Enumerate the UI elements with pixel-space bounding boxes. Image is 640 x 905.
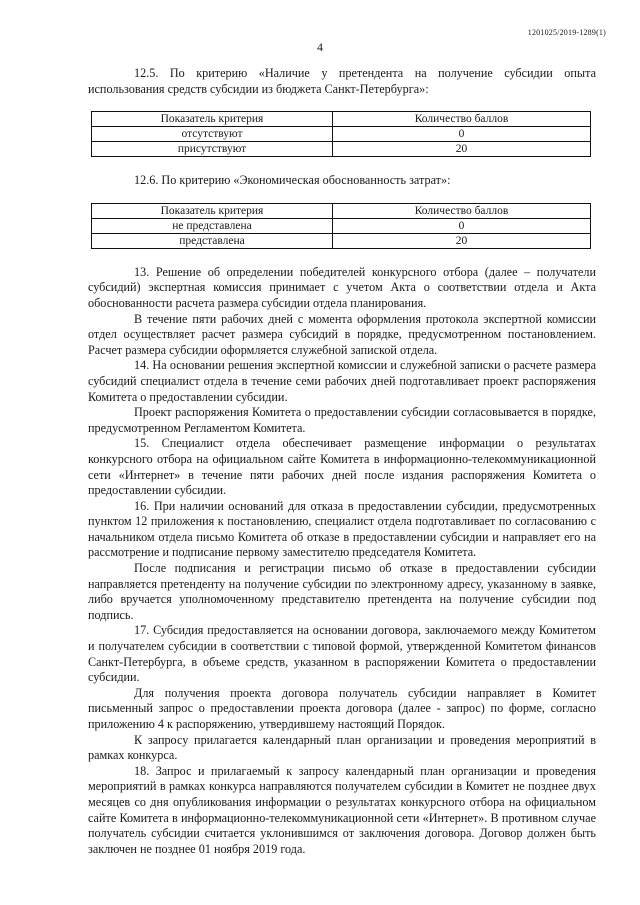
document-body xyxy=(88,66,596,857)
paragraph: Для получения проекта договора получатель субсидии направляет в Комитет письменный запрос о предоставлении проекта договора (далее - запрос) по форме, согласно приложению 4 к распоряжению, утвердившему настоящий Порядок. xyxy=(88,685,596,731)
paragraph-18: 18. Запрос и прилагаемый к запросу календарный план организации и проведения мероприятий в рамках конкурса направляются получателем субсидии в Комитет не позднее двух месяцев со дня опубликования информации о результатах конкурсного отбора на официальном сайте Комитета в информационно-телекоммуникационной сети «Интернет». В противном случае получатель субсидии считается уклонившимся от заключения договора. Договор должен быть заключен не позднее 01 ноября 2019 года. xyxy=(88,763,596,856)
table-header-cell: Показатель критерия xyxy=(92,112,333,127)
table-cell: 20 xyxy=(333,142,591,157)
criteria-table-12-6 xyxy=(91,203,591,249)
table-row xyxy=(92,142,591,157)
table-cell: 20 xyxy=(333,233,591,248)
table-header-cell: Количество баллов xyxy=(333,203,591,218)
paragraph: В течение пяти рабочих дней с момента оформления протокола экспертной комиссии отдел осуществляет расчет размера субсидий в порядке, предусмотренном постановлением. Расчет размера субсидии оформляется служебной запиской отдела. xyxy=(88,311,596,357)
paragraph: После подписания и регистрации письмо об отказе в предоставлении субсидии направляется претенденту на получение субсидии по электронному адресу, указанному в заявке, либо вручается уполномоченному представителю претендента на получение субсидии под подпись. xyxy=(88,561,596,622)
table-header-cell: Показатель критерия xyxy=(92,203,333,218)
paragraph-13: 13. Решение об определении победителей конкурсного отбора (далее – получатели субсидий) экспертная комиссия принимает с учетом Акта о соответствии отдела и Акта обоснованности расчета размера субсидии отдела планирования. xyxy=(88,264,596,310)
paragraph: К запросу прилагается календарный план организации и проведения мероприятий в рамках конкурса. xyxy=(88,732,596,763)
table-cell: не представлена xyxy=(92,218,333,233)
document-id: 1201025/2019-1289(1) xyxy=(527,28,606,37)
paragraph: Проект распоряжения Комитета о предоставлении субсидии согласовывается в порядке, предусмотренном Регламентом Комитета. xyxy=(88,405,596,435)
table-header-row xyxy=(92,203,591,218)
table-cell: присутствуют xyxy=(92,142,333,157)
paragraph-14: 14. На основании решения экспертной комиссии и служебной записки о расчете размера субсидий специалист отдела в течение семи рабочих дней подготавливает проект распоряжения Комитета о предоставлении субсидии. xyxy=(88,358,596,404)
section-12-5-text: 12.5. По критерию «Наличие у претендента на получение субсидии опыта использования средств субсидии из бюджета Санкт-Петербурга»: xyxy=(88,66,596,96)
table-cell: 0 xyxy=(333,127,591,142)
section-12-6-text: 12.6. По критерию «Экономическая обоснованность затрат»: xyxy=(134,173,451,188)
table-row xyxy=(92,218,591,233)
table-cell: отсутствуют xyxy=(92,127,333,142)
table-header-row xyxy=(92,112,591,127)
paragraph-15: 15. Специалист отдела обеспечивает размещение информации о результатах конкурсного отбора на официальном сайте Комитета в информационно-телекоммуникационной сети «Интернет» в течение пяти рабочих дней после издания распоряжения Комитета о предоставлении субсидии. xyxy=(88,436,596,498)
table-cell: представлена xyxy=(92,233,333,248)
table-header-cell: Количество баллов xyxy=(333,112,591,127)
page-number: 4 xyxy=(317,40,323,54)
table-row xyxy=(92,233,591,248)
table-row xyxy=(92,127,591,142)
paragraph-16: 16. При наличии оснований для отказа в предоставлении субсидии, предусмотренных пунктом 12 приложения к постановлению, специалист отдела подготавливает по согласованию с начальником отдела письмо Комитета об отказе в предоставлении субсидии и направляет его на рассмотрение и подписание первому заместителю председателя Комитета. xyxy=(88,498,596,560)
criteria-table-12-5 xyxy=(91,111,591,157)
paragraph-17: 17. Субсидия предоставляется на основании договора, заключаемого между Комитетом и получателем субсидии в соответствии с типовой формой, утвержденной Комитетом финансов Санкт-Петербурга, в объеме средств, указанном в распоряжении Комитета о предоставлении субсидии. xyxy=(88,623,596,685)
table-cell: 0 xyxy=(333,218,591,233)
